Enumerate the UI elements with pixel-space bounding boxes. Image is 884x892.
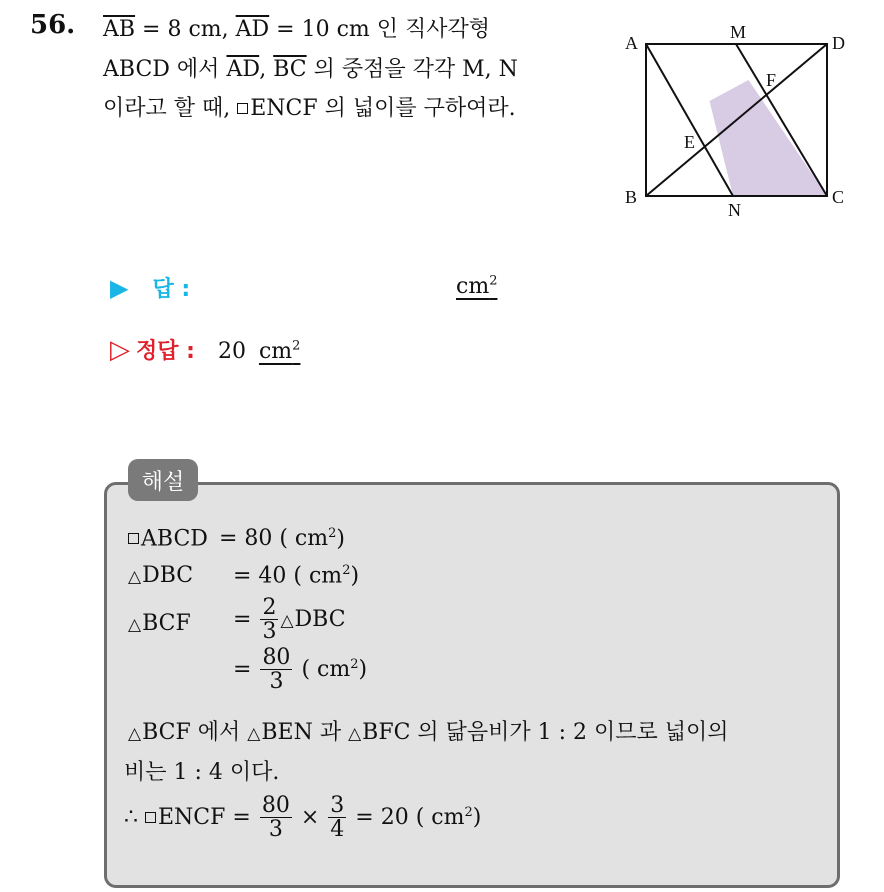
key-label: 정답 : (136, 339, 195, 364)
sol-l1-rhs: = 80 ( cm (218, 526, 329, 552)
solution-line-3-rhs (233, 596, 346, 644)
problem-number: 56. (30, 10, 76, 40)
answer-label: 답 : (152, 277, 191, 302)
answer-row (110, 272, 190, 303)
label-c: C (832, 187, 845, 207)
sol-dbc: DBC (142, 563, 194, 588)
label-m: M (730, 22, 747, 42)
label-e: E (684, 132, 695, 152)
sol-l3-tail: DBC (294, 607, 346, 633)
sol-l7-eq: = (225, 805, 251, 831)
sol-l5-t4: 과 (312, 720, 349, 745)
solution-line-3 (128, 611, 191, 636)
rectangle-figure (620, 18, 860, 228)
quadrilateral-icon (128, 533, 139, 544)
segment-bc: $\overline{BC}$ (273, 57, 307, 82)
sol-bcf: BCF (142, 611, 191, 636)
solution-line-1 (128, 526, 345, 551)
solution-line-5 (128, 715, 729, 746)
sol-abcd: ABCD (141, 526, 208, 552)
sol-l5-t3: BEN (261, 720, 313, 745)
fraction-two-thirds (260, 596, 278, 644)
quad-name: ENCF (250, 96, 318, 121)
segment-ad: $\overline{AD}$ (235, 17, 270, 42)
sol-l4-close: ) (358, 657, 368, 683)
quadrilateral-icon (145, 812, 156, 823)
sol-l7-exp: 2 (464, 804, 473, 820)
answer-unit-exp: 2 (489, 274, 498, 289)
sol-l5-t5: BFC (362, 720, 411, 745)
therefore-symbol: ∴ (124, 805, 138, 831)
solution-tag: 해설 (128, 459, 198, 501)
ab-length: = 8 cm, (135, 17, 236, 42)
sol-l7-quad: ENCF (158, 805, 226, 831)
problem-line-1 (103, 12, 490, 43)
triangle-icon: △ (128, 724, 142, 744)
sol-l4-eq: = (233, 657, 252, 683)
line3-suffix: 의 넓이를 구하여라. (317, 96, 516, 121)
solution-line-4 (233, 646, 367, 694)
triangle-icon: △ (247, 724, 261, 744)
line2-prefix: ABCD 에서 (103, 57, 227, 82)
fraction-eighty-thirds (260, 794, 292, 842)
frac-den: 3 (268, 817, 283, 843)
fraction-three-quarters (328, 794, 346, 842)
answer-unit: cm (456, 274, 490, 300)
line3-prefix: 이라고 할 때, (103, 96, 238, 121)
frac-num: 80 (262, 645, 291, 670)
frac-den: 4 (330, 817, 345, 843)
key-value: 20 (217, 339, 246, 364)
sol-l5-t1: BCF (142, 720, 191, 745)
ad-length: = 10 cm 인 직사각형 (269, 17, 491, 42)
sol-l5-t6: 의 닮음비가 1 : 2 이므로 넓이의 (410, 720, 729, 745)
answer-arrow-icon: ▶ (110, 274, 129, 302)
segment-ad-2: $\overline{AD}$ (226, 57, 260, 82)
key-unit-exp: 2 (292, 338, 301, 354)
sol-l3-eq: = (233, 607, 252, 633)
segment-ab: $\overline{AB}$ (103, 17, 136, 42)
solution-line-2 (128, 563, 360, 589)
frac-num: 2 (262, 595, 277, 620)
frac-den: 3 (262, 619, 277, 645)
sol-l2-close: ) (350, 563, 360, 589)
sol-l5-t2: 에서 (190, 720, 248, 745)
sol-l1-exp: 2 (328, 526, 337, 541)
triangle-icon: △ (348, 724, 362, 744)
sol-l1-close: ) (336, 526, 345, 552)
line2-suffix: 의 중점을 각각 M, N (306, 57, 518, 82)
sol-l4-rhs: ( cm (301, 657, 351, 683)
key-answer-row (110, 334, 300, 365)
key-unit: cm (258, 339, 293, 364)
label-n: N (728, 200, 741, 220)
problem-line-3 (103, 91, 516, 122)
quadrilateral-icon (237, 103, 248, 114)
sol-l2-rhs: = 40 ( cm (233, 563, 343, 589)
key-arrow-icon: ▷ (110, 335, 130, 365)
line2-comma: , (259, 57, 274, 82)
label-a: A (625, 33, 638, 53)
frac-den: 3 (269, 669, 284, 695)
sol-l7-close: ) (472, 805, 482, 831)
sol-l4-exp: 2 (350, 656, 359, 672)
label-b: B (625, 187, 638, 207)
times-symbol: × (300, 805, 320, 831)
sol-l2-exp: 2 (342, 563, 351, 578)
fraction-eighty-thirds (260, 646, 292, 694)
frac-num: 80 (261, 793, 290, 818)
triangle-icon: △ (128, 615, 142, 635)
problem-line-2 (103, 52, 518, 83)
frac-num: 3 (330, 793, 345, 818)
sol-l7-rhs: = 20 ( cm (355, 805, 465, 831)
answer-blank[interactable] (456, 274, 497, 299)
triangle-icon: △ (128, 567, 142, 587)
label-d: D (832, 33, 845, 53)
solution-line-6: 비는 1 : 4 이다. (124, 760, 280, 785)
triangle-icon: △ (280, 611, 294, 632)
label-f: F (766, 70, 777, 90)
solution-line-7 (124, 794, 481, 842)
